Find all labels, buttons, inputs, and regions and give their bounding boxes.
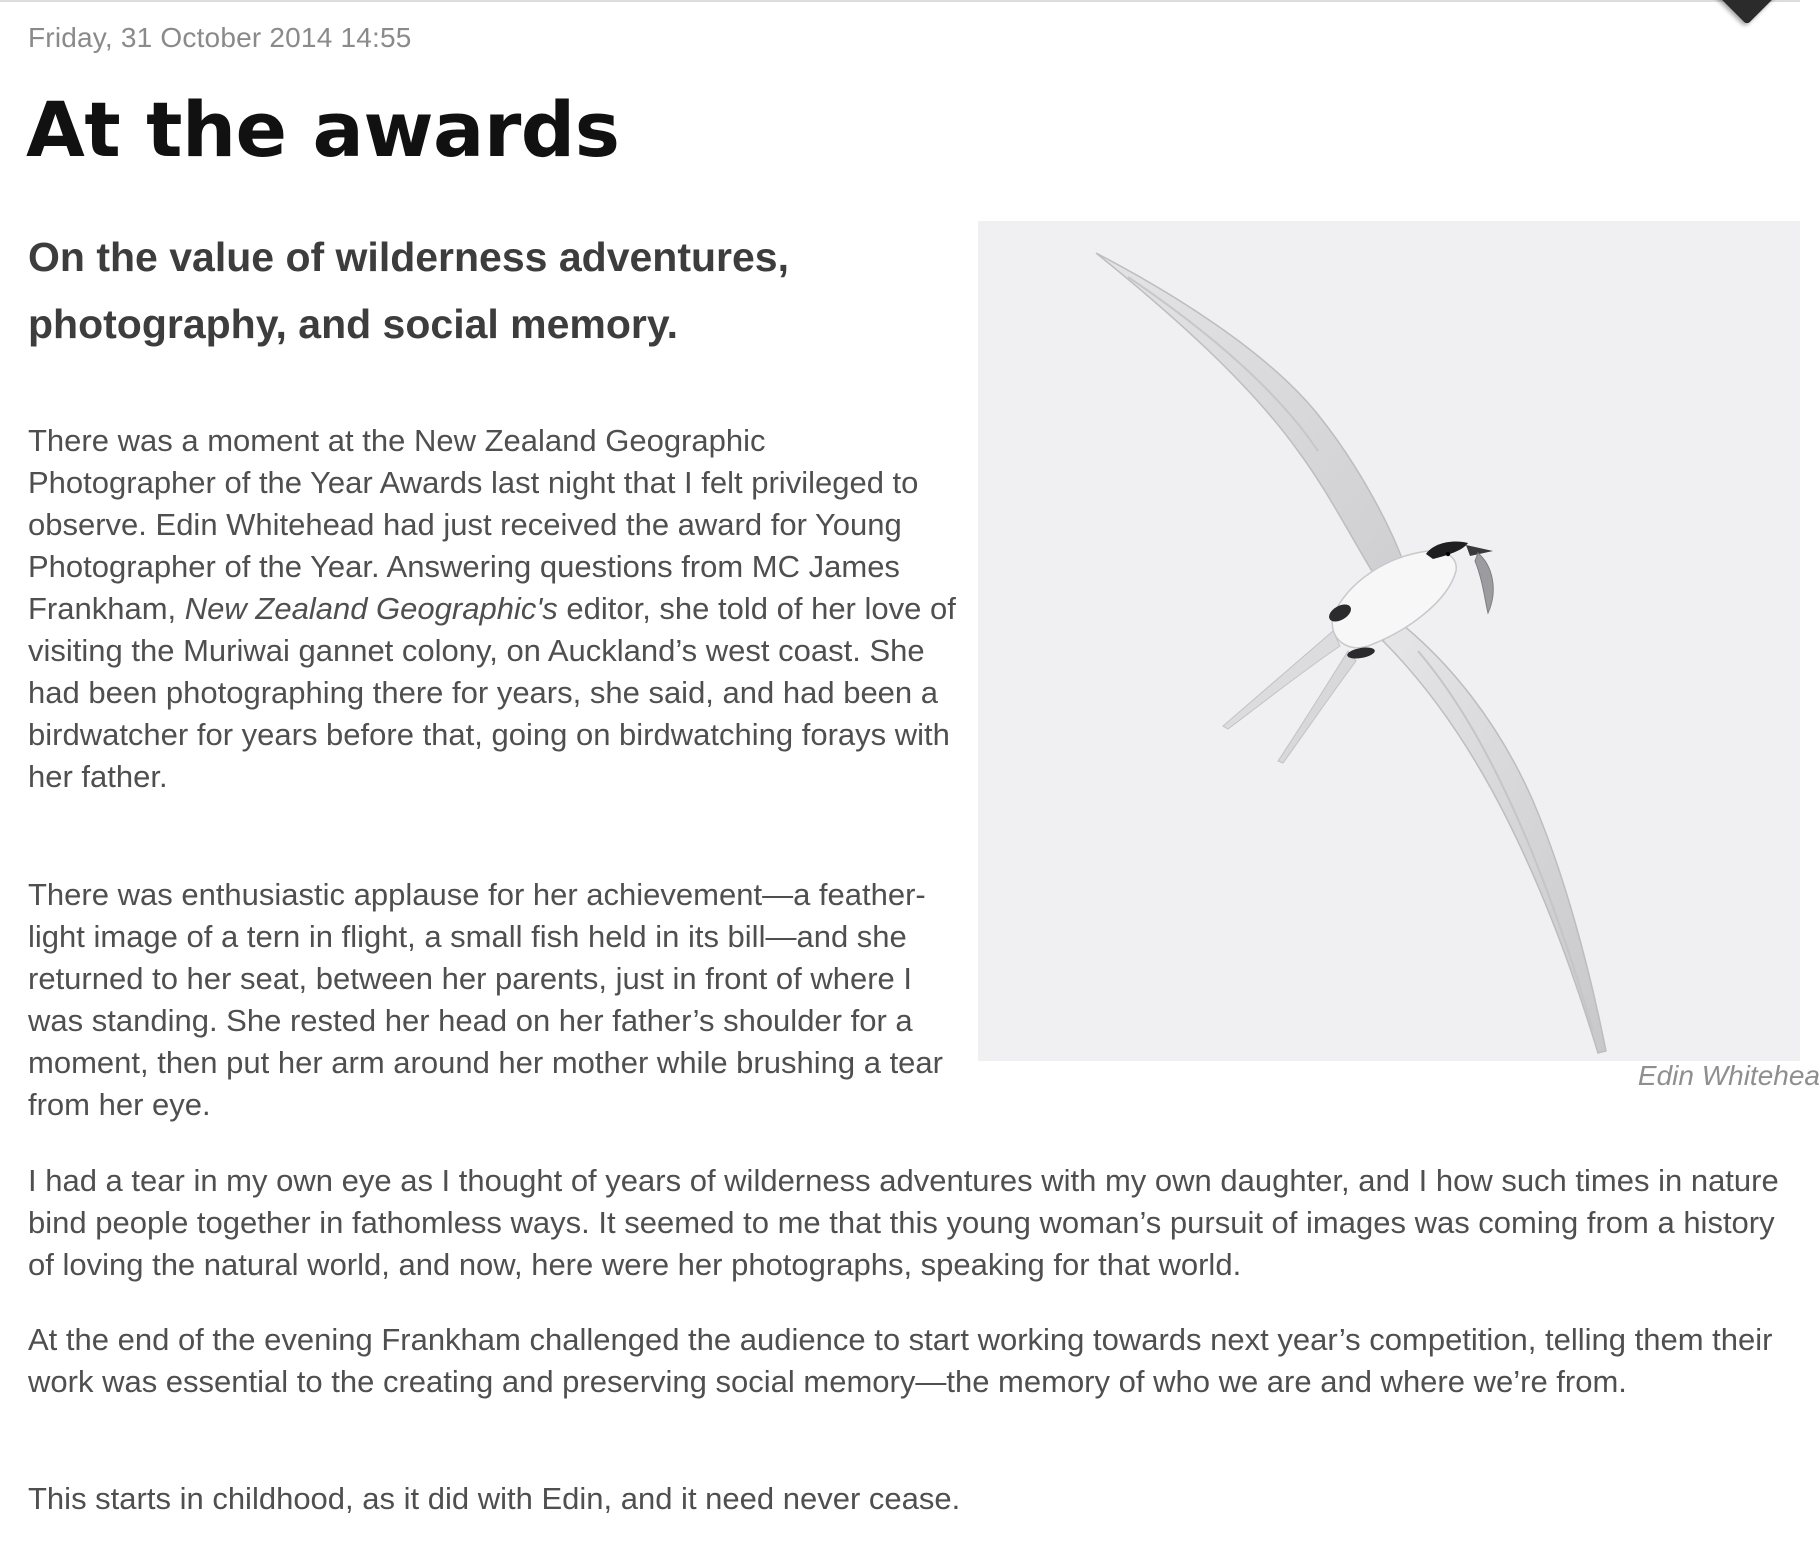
paragraph-1-text-b: editor, she told of her love of visiting the Muriwai gannet colony, on Auckland’s west coast. She had been photographing there for years, she said, and had been a birdwatcher for years before that, going on birdwatching forays with her father.: [28, 591, 956, 794]
paragraph-1-text-a: There was a moment at the New Zealand Geographic Photographer of the Year Awards last night that I felt privileged to observe. Edin Whitehead had just received the award for Young Photographer of the Year. Answering questions from MC James Frankham,: [28, 423, 919, 626]
menu-tab[interactable]: [1690, 0, 1800, 40]
paragraph-3: I had a tear in my own eye as I thought of years of wilderness adventures with my own daughter, and I how such times in nature bind people together in fathomless ways. It seemed to me that this young woman’s pursuit of images was coming from a history of loving the natural world, and now, here were her photographs, speaking for that world.: [28, 1163, 1779, 1282]
article-standfirst: On the value of wilderness adventures, photography, and social memory.: [28, 234, 790, 347]
menu-tab-icon[interactable]: [1703, 0, 1791, 25]
article-dateline: Friday, 31 October 2014 14:55: [28, 22, 412, 53]
top-divider: [0, 0, 1800, 2]
tern-in-flight-photo: [978, 221, 1800, 1061]
publication-name: New Zealand Geographic's: [184, 591, 558, 626]
paragraph-4: At the end of the evening Frankham challenged the audience to start working towards next year’s competition, telling them their work was essential to the creating and preserving social memory—the memory of who we are and where we’re from.: [28, 1322, 1773, 1399]
page-title: At the awards: [26, 85, 620, 174]
paragraph-5: This starts in childhood, as it did with Edin, and it need never cease.: [28, 1481, 961, 1516]
image-caption: [978, 1060, 1820, 1092]
tern-photo[interactable]: [978, 221, 1800, 1061]
image-credit: Edin Whitehea: [1637, 1060, 1820, 1091]
paragraph-2: There was enthusiastic applause for her achievement—a feather-light image of a tern in flight, a small fish held in its bill—and she returned to her seat, between her parents, just in front of where I was standing. She rested her head on her father’s shoulder for a moment, then put her arm around her mother while brushing a tear from her eye.: [28, 877, 943, 1122]
paragraph-1: [28, 420, 958, 798]
